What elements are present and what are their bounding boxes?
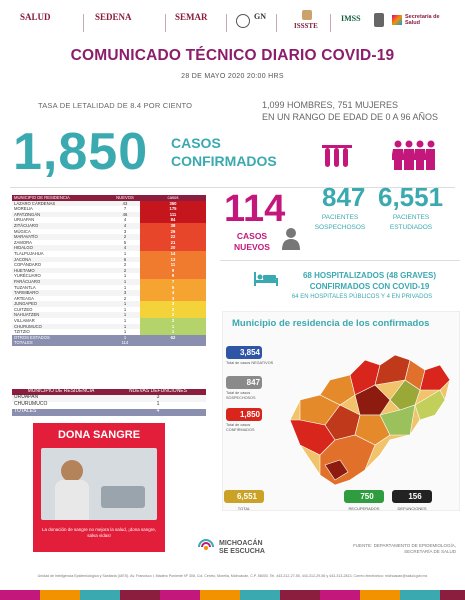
new-cases-label: CASOS NUEVOS bbox=[234, 231, 270, 252]
cell-nuevos: 7 bbox=[110, 206, 140, 212]
report-date: 28 DE MAYO 2020 20:00 HRS bbox=[181, 73, 284, 80]
logo-bar bbox=[0, 0, 465, 40]
total-item bbox=[344, 490, 384, 511]
cell-municipio: YURÉCUARO bbox=[12, 273, 110, 279]
cell-nuevos: 1 bbox=[110, 329, 140, 335]
cell-casos: 11 bbox=[140, 262, 206, 268]
total-value: 6,551 bbox=[224, 490, 264, 503]
cell-municipio: URUAPAN bbox=[12, 217, 110, 223]
cell-casos: 84 bbox=[140, 217, 206, 223]
deaths-col-defunciones: NUEVAS DEFUNCIONES bbox=[110, 389, 206, 395]
cell-municipio: HIDALGO bbox=[12, 245, 110, 251]
cell-nuevos: 1 bbox=[110, 318, 140, 324]
legend-item bbox=[226, 376, 276, 401]
cell-casos: 2 bbox=[140, 312, 206, 318]
cell-nuevos: 1 bbox=[110, 324, 140, 330]
cell-municipio: JACONA bbox=[12, 257, 110, 263]
people-icon bbox=[392, 140, 436, 170]
semar-logo: SEMAR bbox=[175, 12, 208, 22]
cell-nuevos: 1 bbox=[110, 285, 140, 291]
cell-municipio: TZITZIO bbox=[12, 329, 110, 335]
deaths-table bbox=[12, 389, 206, 416]
col-header-nuevos: NUEVOS bbox=[110, 195, 140, 201]
donation-text: La donación de sangre no mejora la salud, ¡dona sangre, salva vidas! bbox=[41, 527, 157, 538]
cell-nuevos: 2 bbox=[110, 234, 140, 240]
cell-nuevos: 114 bbox=[110, 340, 140, 346]
cell-municipio: MORELIA bbox=[12, 206, 110, 212]
deaths-cell-count: 4 bbox=[110, 409, 206, 416]
cell-casos: 21 bbox=[140, 240, 206, 246]
cell-nuevos: 1 bbox=[110, 307, 140, 313]
legend-value: 847 bbox=[226, 376, 262, 389]
cell-nuevos: 2 bbox=[110, 262, 140, 268]
gn-logo: GN bbox=[254, 12, 266, 21]
legend-label: Total de casos SOSPECHOSOS bbox=[226, 391, 256, 400]
footer-address: Unidad de Inteligencia Epidemiológica y Sanitaria (UIES). Av. Francisco I. Madero Poniente Nº 308, Col. Centro, Morelia, Michoacán, C.P. 58000. Tel. 443-312-27-55, 443-312-29-56 y 443-313-2813, Correo electrónico: michoacan@salud.gob.mx bbox=[37, 574, 428, 578]
cell-municipio: CHURUMUCO bbox=[12, 324, 110, 330]
footer-color-bar bbox=[0, 590, 465, 600]
total-label: RECUPERADOS bbox=[348, 506, 380, 511]
cell-casos: 38 bbox=[140, 223, 206, 229]
demographics-line2: EN UN RANGO DE EDAD DE 0 A 96 AÑOS bbox=[262, 112, 439, 122]
cell-casos: 4 bbox=[140, 290, 206, 296]
suspected-label: PACIENTES SOSPECHOSOS bbox=[314, 214, 366, 231]
legend-value: 3,854 bbox=[226, 346, 262, 359]
cell-municipio: TARIMBARO bbox=[12, 290, 110, 296]
total-value: 750 bbox=[344, 490, 384, 503]
deaths-cell-count: 1 bbox=[110, 402, 206, 409]
confirmed-label: CASOS CONFIRMADOS bbox=[171, 135, 277, 169]
cell-municipio: HUETAMO bbox=[12, 268, 110, 274]
sedena-logo: SEDENA bbox=[95, 12, 132, 22]
person-icon bbox=[282, 228, 300, 250]
studied-label: PACIENTES ESTUDIADOS bbox=[389, 214, 433, 231]
cell-casos: 26 bbox=[140, 229, 206, 235]
lethality-rate: TASA DE LETALIDAD DE 8.4 POR CIENTO bbox=[38, 101, 193, 110]
issste-logo: ISSSTE bbox=[294, 22, 318, 30]
campaign-logo: MICHOACÁN SE ESCUCHA bbox=[219, 540, 265, 555]
new-cases-value: 114 bbox=[224, 188, 286, 230]
cell-casos: 5 bbox=[140, 285, 206, 291]
col-header-municipio: MUNICIPIO DE RESIDENCIA bbox=[12, 195, 110, 201]
source-note: FUENTE: DEPARTAMENTO DE EPIDEMIOLOGÍA, SECRETARÍA DE SALUD bbox=[353, 543, 456, 554]
studied-value: 6,551 bbox=[378, 182, 444, 212]
cell-casos: 14 bbox=[140, 251, 206, 257]
cell-municipio: TLALPUJAHUA bbox=[12, 251, 110, 257]
cell-municipio: TUZANTLA bbox=[12, 285, 110, 291]
table-row bbox=[12, 340, 206, 346]
cell-municipio: PARÁCUARO bbox=[12, 279, 110, 285]
legend-item bbox=[226, 408, 276, 433]
donation-title: DONA SANGRE bbox=[57, 429, 141, 441]
total-item bbox=[392, 490, 432, 511]
cell-casos: 20 bbox=[140, 245, 206, 251]
hospital-bed-icon bbox=[254, 270, 278, 286]
hospitalized-line2: CONFIRMADOS CON COVID-19 bbox=[309, 282, 430, 291]
total-label: TOTAL bbox=[237, 506, 251, 511]
suspected-value: 847 bbox=[322, 182, 366, 212]
page-title: COMUNICADO TÉCNICO DIARIO COVID-19 bbox=[70, 47, 395, 64]
hospitals-split: 64 EN HOSPITALES PÚBLICOS Y 4 EN PRIVADOS bbox=[291, 294, 433, 300]
cell-nuevos: 3 bbox=[110, 290, 140, 296]
cell-municipio: COPÁNDARO bbox=[12, 262, 110, 268]
hospitalized-info bbox=[282, 270, 457, 292]
total-label: DEFUNCIONES bbox=[397, 506, 427, 511]
cell-municipio: MÚGICA bbox=[12, 229, 110, 235]
cell-nuevos: 4 bbox=[110, 223, 140, 229]
cell-nuevos: 2 bbox=[110, 268, 140, 274]
blood-donation-panel bbox=[33, 423, 165, 552]
cell-nuevos: 3 bbox=[110, 229, 140, 235]
cell-municipio: NAHUATZEN bbox=[12, 312, 110, 318]
cell-casos: 2 bbox=[140, 318, 206, 324]
cell-casos: 3 bbox=[140, 296, 206, 302]
cell-casos bbox=[140, 340, 206, 346]
cell-nuevos: 1 bbox=[110, 279, 140, 285]
municipality-table bbox=[12, 195, 206, 346]
michoacan-map bbox=[280, 340, 455, 490]
gn-emblem-icon bbox=[236, 14, 250, 28]
cell-casos: 3 bbox=[140, 301, 206, 307]
michoacan-emblem-icon bbox=[374, 13, 384, 27]
deaths-row bbox=[12, 409, 206, 416]
cell-casos: 22 bbox=[140, 234, 206, 240]
total-item bbox=[224, 490, 264, 511]
demographics bbox=[262, 99, 438, 123]
legend-label: Total de casos NEGATIVOS bbox=[226, 361, 274, 365]
hospitalized-line1: 68 HOSPITALIZADOS (48 GRAVES) bbox=[302, 271, 437, 280]
total-value: 156 bbox=[392, 490, 432, 503]
cell-nuevos: 5 bbox=[110, 240, 140, 246]
cell-casos: 9 bbox=[140, 273, 206, 279]
ear-icon bbox=[197, 538, 215, 556]
deaths-row bbox=[12, 402, 206, 409]
confirmed-value: 1,850 bbox=[13, 123, 149, 181]
cell-nuevos: 2 bbox=[110, 296, 140, 302]
cell-nuevos: 43 bbox=[110, 201, 140, 207]
legend-item bbox=[226, 346, 276, 366]
deaths-cell-municipio: CHURUMUCO bbox=[12, 402, 110, 409]
deaths-col-municipio: MUNICIPIO DE RESIDENCIA bbox=[12, 389, 110, 395]
cell-casos: 350 bbox=[140, 201, 206, 207]
issste-emblem-icon bbox=[302, 10, 312, 20]
cell-casos: 2 bbox=[140, 307, 206, 313]
cell-casos: 111 bbox=[140, 212, 206, 218]
cell-casos: 13 bbox=[140, 257, 206, 263]
cell-nuevos: 1 bbox=[110, 301, 140, 307]
imss-logo: IMSS bbox=[341, 14, 361, 23]
cell-municipio: OTROS ESTADOS bbox=[12, 335, 110, 341]
cell-municipio: ZITÁCUARO bbox=[12, 223, 110, 229]
cell-municipio: TOTALES bbox=[12, 340, 110, 346]
cell-casos: 9 bbox=[140, 268, 206, 274]
cell-municipio: JUNGAPEO bbox=[12, 301, 110, 307]
cell-casos: 1 bbox=[140, 324, 206, 330]
map-title: Municipio de residencia de los confirmados bbox=[232, 318, 430, 329]
cell-nuevos: 1 bbox=[110, 273, 140, 279]
salud-mich-emblem-icon bbox=[392, 15, 402, 25]
legend-value: 1,850 bbox=[226, 408, 262, 421]
cell-nuevos: 6 bbox=[110, 257, 140, 263]
secretaria-salud-logo: Secretaría de Salud bbox=[405, 14, 440, 26]
cell-municipio: CUITZEO bbox=[12, 307, 110, 313]
cell-casos: 1 bbox=[140, 329, 206, 335]
donation-photo bbox=[41, 448, 157, 520]
legend-label: Total de casos CONFIRMADOS bbox=[226, 423, 255, 432]
test-tubes-icon bbox=[322, 145, 352, 169]
demographics-line1: 1,099 HOMBRES, 751 MUJERES bbox=[262, 100, 399, 110]
cell-nuevos: 1 bbox=[110, 335, 140, 341]
cell-casos: 175 bbox=[140, 206, 206, 212]
salud-logo: SALUD bbox=[20, 12, 51, 22]
deaths-cell-municipio: URUAPAN bbox=[12, 395, 110, 402]
deaths-cell-count: 3 bbox=[110, 395, 206, 402]
cell-nuevos: 4 bbox=[110, 217, 140, 223]
col-header-casos: casos bbox=[140, 195, 206, 201]
cell-nuevos: 4 bbox=[110, 245, 140, 251]
cell-casos: 62 bbox=[140, 335, 206, 341]
cell-nuevos: 46 bbox=[110, 212, 140, 218]
cell-casos: 7 bbox=[140, 279, 206, 285]
cell-municipio: MARAVATÍO bbox=[12, 234, 110, 240]
cell-nuevos: 1 bbox=[110, 312, 140, 318]
cell-municipio: VILLAMAR bbox=[12, 318, 110, 324]
cell-nuevos: 1 bbox=[110, 251, 140, 257]
cell-municipio: LÁZARO CÁRDENAS bbox=[12, 201, 110, 207]
deaths-cell-municipio: TOTALES bbox=[12, 409, 110, 416]
cell-municipio: ZAMORA bbox=[12, 240, 110, 246]
cell-municipio: ARTEAGA bbox=[12, 296, 110, 302]
cell-municipio: APATZINGÁN bbox=[12, 212, 110, 218]
